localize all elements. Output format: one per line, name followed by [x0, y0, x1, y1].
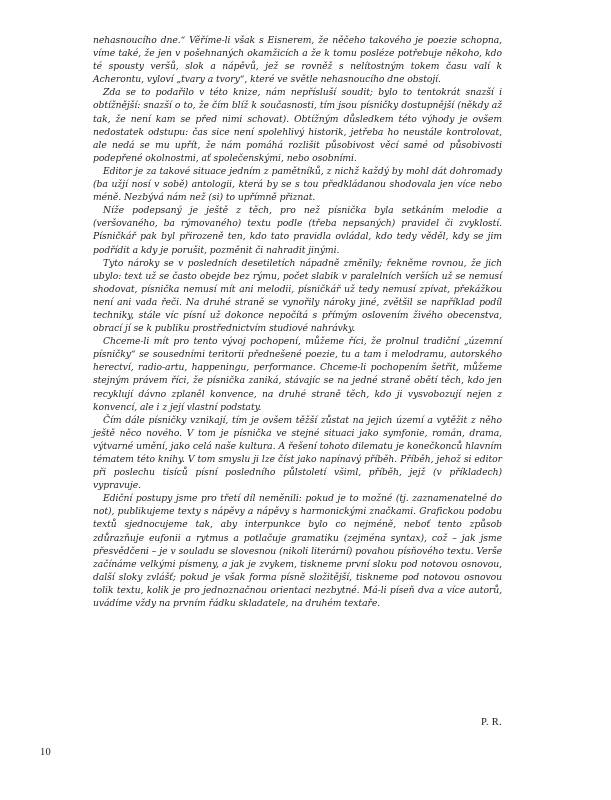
paragraph: Tyto nároky se v posledních desetiletích nápadně změnily; řekněme rovnou, že jich ubylo: text už se často obejde bez rýmu, počet slabik v paralelních verších už se nemusí shodovat, písnička nemusí mít ani melodii, písničkář už tedy nemusí zpívat, překážkou není ani vada řeči. Na druhé straně se vynořily nároky jiné, zvětšil se například podíl techniky, stále víc písní už dokonce nepočítá s přímým oslovením živého obecenstva, obrací jí se k publiku prostřednictvím studiové nahrávky. — [93, 257, 502, 335]
paragraph: nehasnoucího dne.“ Věříme-li však s Eisnerem, že něčeho takového je poezie schopna, víme také, že jen v pošehnaných okamžicích a že k tomu posléze potřebuje někoho, kdo té spousty veršů, slok a nápěvů, jež se rovněž s nelítostným tokem času valí k Acherontu, vyloví „tvary a tvory“, které ve světle nehasnoucího dne obstojí. — [93, 35, 502, 86]
paragraph: Čím dále písničky vznikají, tím je ovšem těžší zůstat na jejich území a vytěžit z něho ještě něco nového. V tom je písnička ve stejné situaci jako symfonie, román, drama, výtvarné umění, jako celá naše kultura. A řešení tohoto dilematu je konečkonců hlavním tématem této knihy. V tom smyslu ji lze číst jako napínavý příběh. Příběh, jehož si editor při poslechu tisíců písní posledního půlstoletí všiml, příběh, jejž (v příkladech) vypravuje. — [93, 414, 502, 492]
body-text — [93, 34, 502, 610]
paragraph: Zda se to podařilo v této knize, nám nepřísluší soudit; bylo to tentokrát snazší i obtížnější: snazší o to, že čím blíž k současnosti, tím jsou písničky dostupnější (někdy až tak, že není kam se před nimi schovat). Obtížným důsledkem této výhody je ovšem nedostatek odstupu: čas sice není spolehlivý historik, jetřeba ho neustále kontrolovat, ale nedá se mu upřít, že nám pomáhá rozlišit působivost věcí samé od působivosti podepřené okolnostmi, ať společenskými, nebo osobními. — [93, 87, 502, 164]
page-number: 10 — [40, 747, 51, 758]
paragraph: Ediční postupy jsme pro třetí díl neměnili: pokud je to možné (tj. zaznamenatelné do not), publikujeme texty s nápěvy a nápěvy s harmonickými značkami. Grafickou podobu textů sjednocujeme tak, aby interpunkce bylo co nejméně, neboť tento způsob zdůrazňuje eufonii a rytmus a potlačuje gramatiku (zejména syntax), což – jak jsme přesvědčeni – je v souladu se slovesnou (nikoli literární) povahou písňového textu. Verše začínáme velkými písmeny, a jak je zvykem, tiskneme první sloku pod notovou osnovou, další sloky zvlášť; pokud je však forma písně složitější, tiskneme pod notovou osnovou tolik textu, kolik je pro jednoznačnou orientaci nezbytné. Má-li píseň dva a více autorů, uvádíme vždy na prvním řádku skladatele, na druhém textaře. — [93, 493, 502, 610]
paragraph: Níže podepsaný je ještě z těch, pro než písnička byla setkáním melodie a (veršovaného, ba rýmovaného) textu podle (třeba nepsaných) pravidel či zvyklostí. Písničkář pak byl přirozeně ten, kdo tato pravidla ovládal, kdo tedy věděl, kdy se jim podřídit a kdy je porušit, pozměnit či nahradit jinými. — [93, 205, 502, 256]
author-signature: P. R. — [480, 717, 502, 728]
paragraph: Editor je za takové situace jedním z pamětníků, z nichž každý by mohl dát dohromady (ba užjí nosí v sobě) antologii, která by se s tou předkládanou shodovala jen více nebo méně. Nezbývá nám než (si) to upřímně přiznat. — [93, 165, 502, 204]
paragraph: Chceme-li mít pro tento vývoj pochopení, můžeme říci, že prolnul tradiční „územní písničky“ se sousedními teritorii přednešené poezie, tu a tam i melodramu, autorského herectví, radio-artu, happeningu, performance. Chceme-li pochopením šetřit, můžeme stejným právem říci, že písnička zaniká, stávajíc se na jedné straně obětí těch, kdo jen recyklují dávno zplaněl konvence, na druhé straně těch, kdo ji vysvobozují nejen z konvencí, ale i z její vlastní podstaty. — [93, 336, 502, 413]
